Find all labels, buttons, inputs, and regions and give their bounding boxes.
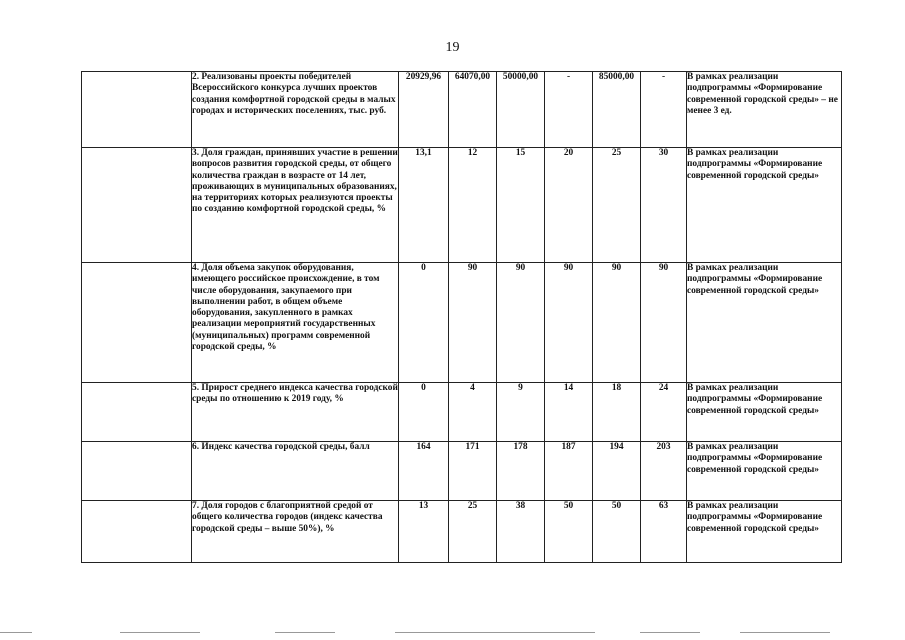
scan-artifact bbox=[120, 632, 200, 633]
value-cell: 203 bbox=[641, 442, 687, 501]
note-cell: В рамках реализации подпрограммы «Формирование современной городской среды» bbox=[687, 148, 842, 263]
scan-artifact bbox=[640, 632, 700, 633]
value-cell: 90 bbox=[593, 263, 641, 383]
value-cell: 0 bbox=[399, 383, 449, 442]
value-cell: 178 bbox=[497, 442, 545, 501]
note-cell: В рамках реализации подпрограммы «Формирование современной городской среды» – не менее 3 ед. bbox=[687, 72, 842, 148]
value-cell: 50000,00 bbox=[497, 72, 545, 148]
value-cell: 25 bbox=[593, 148, 641, 263]
value-cell: 0 bbox=[399, 263, 449, 383]
table-row bbox=[82, 442, 842, 501]
value-cell: 50 bbox=[545, 501, 593, 563]
value-cell: 25 bbox=[449, 501, 497, 563]
value-cell: 13 bbox=[399, 501, 449, 563]
table-row bbox=[82, 148, 842, 263]
indicator-name-cell: 6. Индекс качества городской среды, балл bbox=[192, 442, 399, 501]
value-cell: 24 bbox=[641, 383, 687, 442]
value-cell: 194 bbox=[593, 442, 641, 501]
value-cell: 20929,96 bbox=[399, 72, 449, 148]
table-row bbox=[82, 263, 842, 383]
value-cell: - bbox=[545, 72, 593, 148]
note-cell: В рамках реализации подпрограммы «Формирование современной городской среды» bbox=[687, 501, 842, 563]
value-cell: 90 bbox=[497, 263, 545, 383]
blank-cell bbox=[82, 501, 192, 563]
table-row bbox=[82, 501, 842, 563]
note-cell: В рамках реализации подпрограммы «Формирование современной городской среды» bbox=[687, 263, 842, 383]
value-cell: 18 bbox=[593, 383, 641, 442]
blank-cell bbox=[82, 148, 192, 263]
blank-cell bbox=[82, 383, 192, 442]
value-cell: 15 bbox=[497, 148, 545, 263]
indicator-name-cell: 4. Доля объема закупок оборудования, имеющего российское происхождение, в том числе оборудования, закупаемого при выполнении работ, в общем объеме оборудования, закупленного в рамках реализации мероприятий государственных (муниципальных) программ современной городской среды, % bbox=[192, 263, 399, 383]
note-cell: В рамках реализации подпрограммы «Формирование современной городской среды» bbox=[687, 442, 842, 501]
page-number: 19 bbox=[445, 40, 460, 55]
value-cell: 187 bbox=[545, 442, 593, 501]
value-cell: 30 bbox=[641, 148, 687, 263]
value-cell: 85000,00 bbox=[593, 72, 641, 148]
table-row bbox=[82, 72, 842, 148]
value-cell: 64070,00 bbox=[449, 72, 497, 148]
value-cell: 50 bbox=[593, 501, 641, 563]
value-cell: - bbox=[641, 72, 687, 148]
blank-cell bbox=[82, 263, 192, 383]
value-cell: 4 bbox=[449, 383, 497, 442]
blank-cell bbox=[82, 72, 192, 148]
indicator-name-cell: 2. Реализованы проекты победителей Всероссийского конкурса лучших проектов создания комфортной городской среды в малых городах и исторических поселениях, тыс. руб. bbox=[192, 72, 399, 148]
value-cell: 90 bbox=[641, 263, 687, 383]
indicators-table bbox=[81, 71, 842, 563]
blank-cell bbox=[82, 442, 192, 501]
note-cell: В рамках реализации подпрограммы «Формирование современной городской среды» bbox=[687, 383, 842, 442]
value-cell: 171 bbox=[449, 442, 497, 501]
scan-artifact bbox=[0, 632, 32, 633]
value-cell: 164 bbox=[399, 442, 449, 501]
scan-artifact bbox=[395, 632, 595, 633]
scan-artifact bbox=[740, 632, 830, 633]
value-cell: 12 bbox=[449, 148, 497, 263]
value-cell: 9 bbox=[497, 383, 545, 442]
indicator-name-cell: 5. Прирост среднего индекса качества городской среды по отношению к 2019 году, % bbox=[192, 383, 399, 442]
value-cell: 20 bbox=[545, 148, 593, 263]
scan-artifact bbox=[275, 632, 335, 633]
value-cell: 90 bbox=[449, 263, 497, 383]
value-cell: 90 bbox=[545, 263, 593, 383]
indicator-name-cell: 7. Доля городов с благоприятной средой от общего количества городов (индекс качества городской среды – выше 50%), % bbox=[192, 501, 399, 563]
value-cell: 14 bbox=[545, 383, 593, 442]
value-cell: 38 bbox=[497, 501, 545, 563]
indicator-name-cell: 3. Доля граждан, принявших участие в решении вопросов развития городской среды, от общего количества граждан в возрасте от 14 лет, проживающих в муниципальных образованиях, на территориях которых реализуются проекты по созданию комфортной городской среды, % bbox=[192, 148, 399, 263]
table-body bbox=[82, 72, 842, 563]
value-cell: 13,1 bbox=[399, 148, 449, 263]
value-cell: 63 bbox=[641, 501, 687, 563]
table-row bbox=[82, 383, 842, 442]
